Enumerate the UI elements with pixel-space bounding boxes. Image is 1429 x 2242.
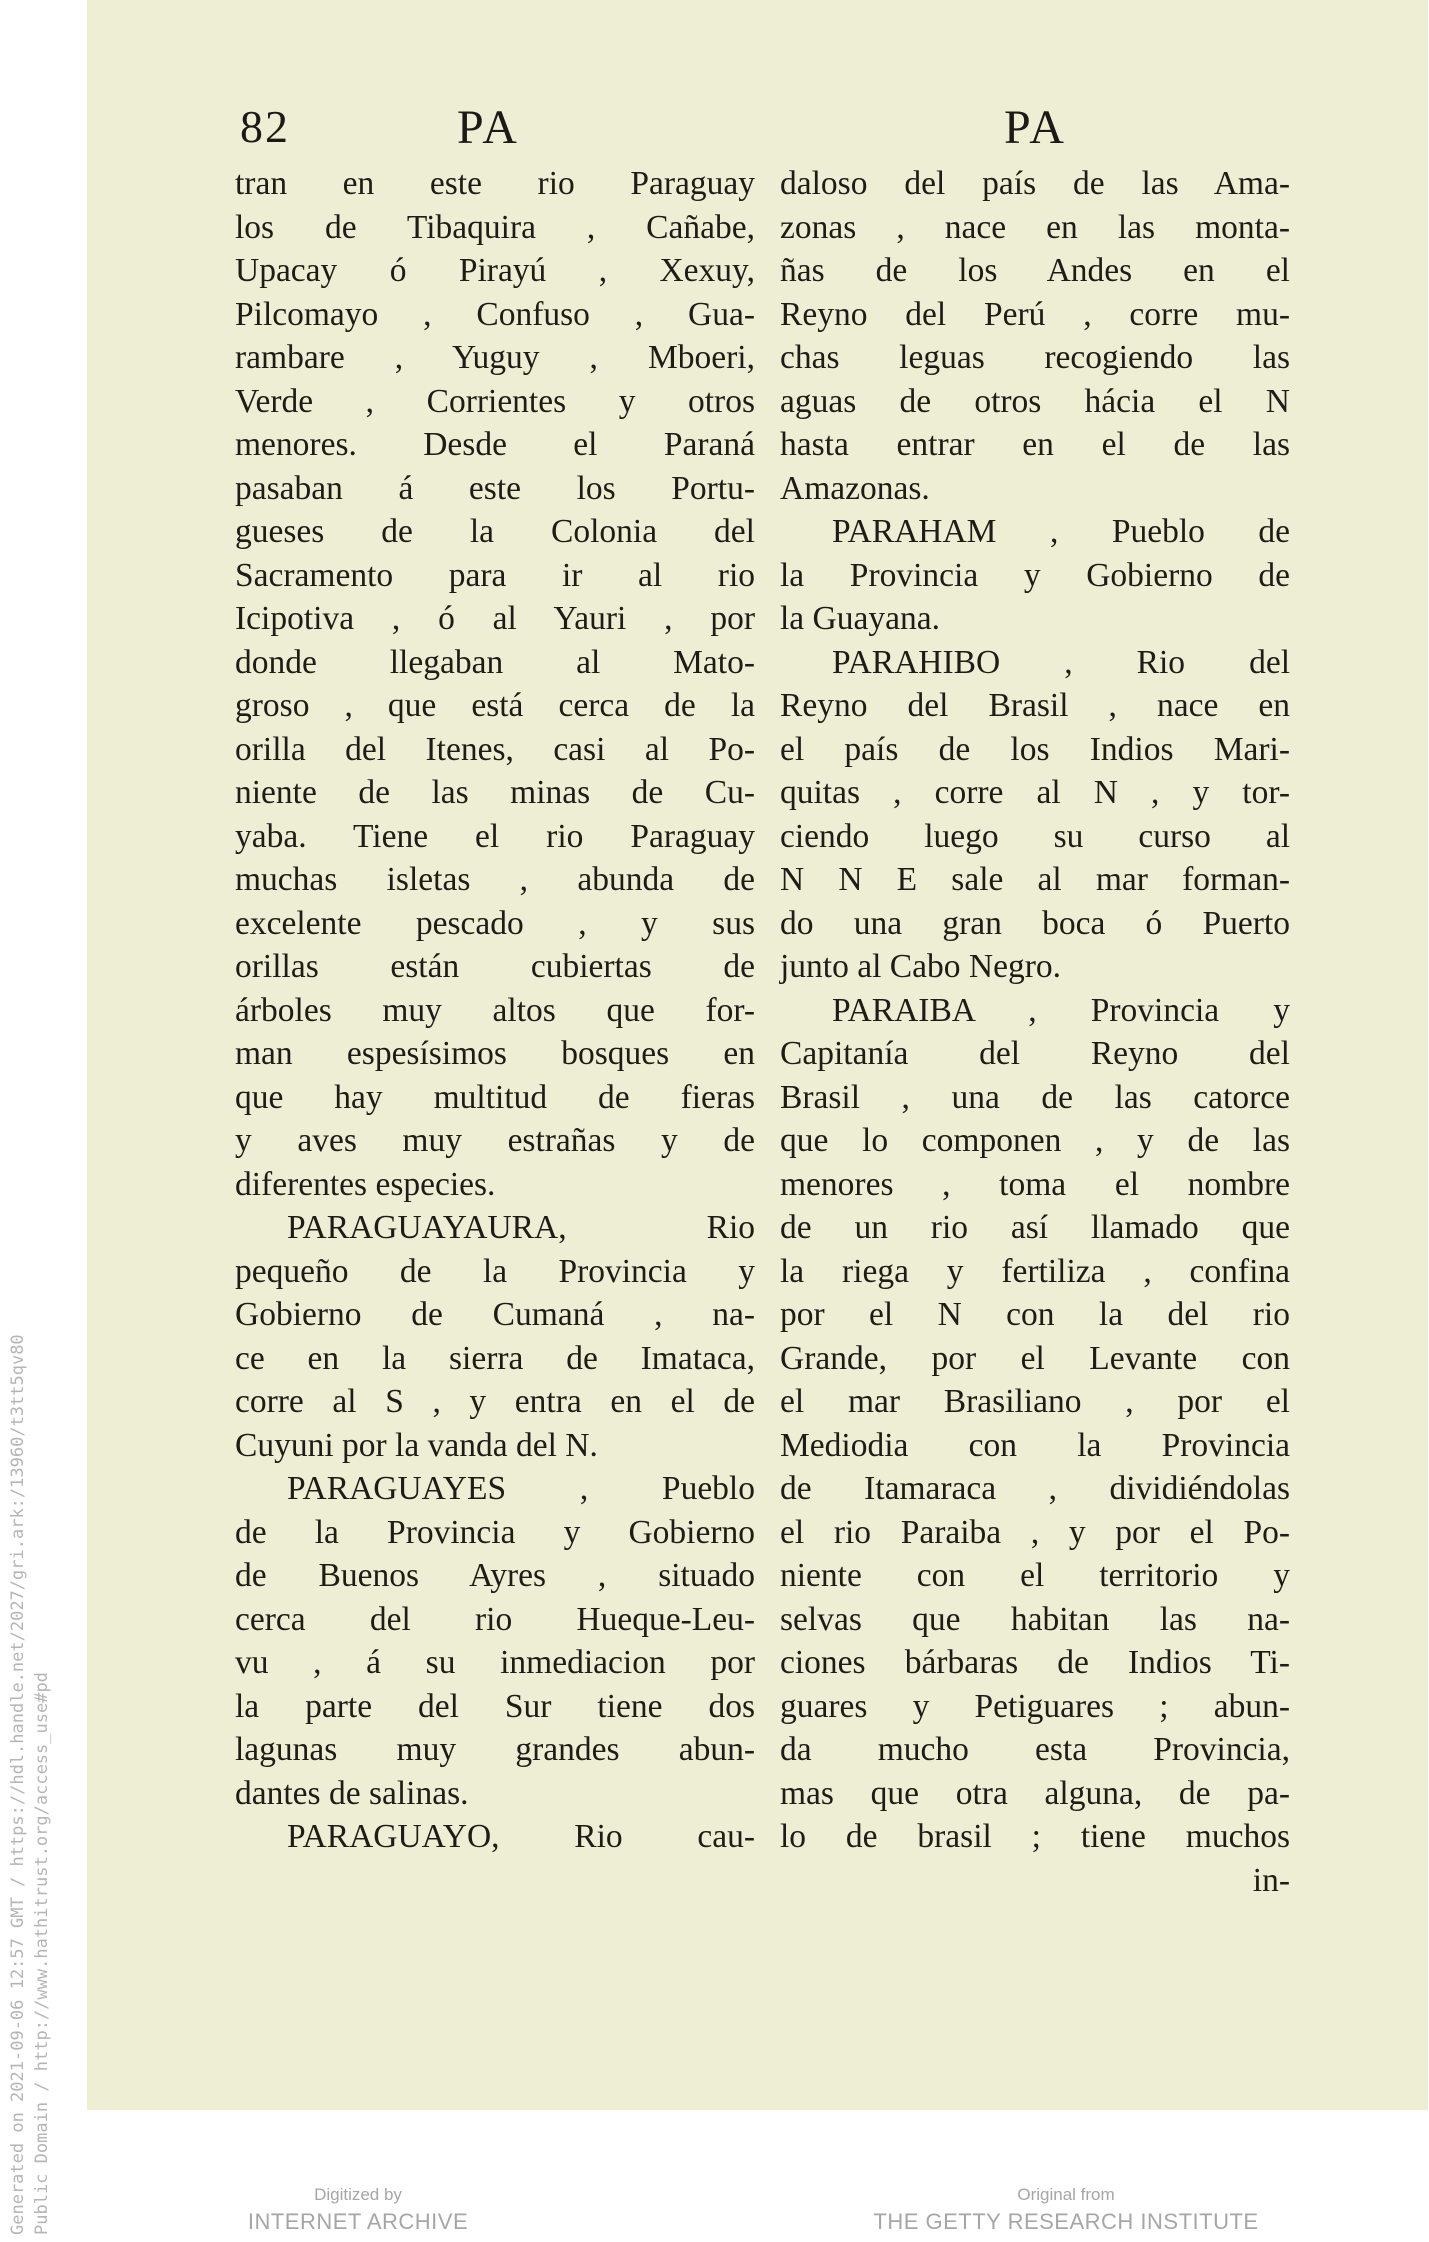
text-line: Amazonas.: [780, 469, 930, 507]
text-line: pasaban á este los Portu-: [235, 469, 755, 507]
footer-original-from: [866, 2185, 1266, 2235]
text-line: diferentes especies.: [235, 1165, 496, 1203]
text-line: orilla del Itenes, casi al Po-: [235, 730, 755, 768]
text-line: la parte del Sur tiene dos: [235, 1687, 755, 1725]
text-line: selvas que habitan las na-: [780, 1600, 1290, 1638]
text-line: ciendo luego su curso al: [780, 817, 1290, 855]
text-line: de la Provincia y Gobierno: [235, 1513, 755, 1551]
text-line: groso , que está cerca de la: [235, 687, 755, 724]
text-line: excelente pescado , y sus: [235, 904, 755, 942]
gutter-watermark: [0, 1095, 52, 2235]
text-line: PARAGUAYAURA, Rio: [287, 1209, 755, 1246]
text-line: aguas de otros hácia el N: [780, 382, 1290, 420]
text-line: vu , á su inmediacion por: [235, 1644, 755, 1681]
text-line: PARAGUAYO, Rio cau-: [287, 1818, 755, 1855]
running-head-right: PA: [1004, 101, 1067, 154]
text-line: Gobierno de Cumaná , na-: [235, 1296, 755, 1333]
text-line: Grande, por el Levante con: [780, 1339, 1290, 1377]
text-line: corre al S , y entra en el de: [235, 1383, 755, 1420]
text-line: yaba. Tiene el rio Paraguay: [235, 817, 755, 855]
text-line: Upacay ó Pirayú , Xexuy,: [235, 252, 755, 289]
text-line: quitas , corre al N , y tor-: [780, 774, 1290, 811]
text-line: N N E sale al mar forman-: [780, 861, 1290, 898]
gutter-line-public-domain: Public Domain / http://www.hathitrust.org/access_use#pd: [32, 1672, 52, 2235]
text-line: junto al Cabo Negro.: [780, 948, 1061, 985]
catchword: in-: [1252, 1861, 1290, 1899]
text-line: Reyno del Perú , corre mu-: [780, 295, 1290, 333]
text-line: cerca del rio Hueque-Leu-: [235, 1600, 755, 1638]
text-line: PARAIBA , Provincia y: [832, 991, 1290, 1029]
text-line: la riega y fertiliza , confina: [780, 1252, 1290, 1290]
text-line: muchas isletas , abunda de: [235, 861, 755, 898]
text-line: guares y Petiguares ; abun-: [780, 1687, 1290, 1725]
text-line: da mucho esta Provincia,: [780, 1731, 1290, 1768]
footer-digitized-by: [228, 2185, 488, 2235]
text-line: chas leguas recogiendo las: [780, 339, 1290, 376]
text-line: la Provincia y Gobierno de: [780, 556, 1290, 594]
text-line: por el N con la del rio: [780, 1296, 1290, 1333]
text-line: de Buenos Ayres , situado: [235, 1557, 755, 1594]
text-line: dantes de salinas.: [235, 1774, 469, 1812]
text-line: Cuyuni por la vanda del N.: [235, 1426, 598, 1464]
text-line: Verde , Corrientes y otros: [235, 382, 755, 420]
text-line: Icipotiva , ó al Yauri , por: [235, 600, 755, 637]
text-line: que lo componen , y de las: [780, 1122, 1290, 1159]
gutter-line-generated: Generated on 2021-09-06 12:57 GMT / https://hdl.handle.net/2027/gri.ark:/13960/t3tt5qv80: [8, 1334, 28, 2235]
text-line: rambare , Yuguy , Mboeri,: [235, 339, 755, 376]
text-line: do una gran boca ó Puerto: [780, 904, 1290, 942]
text-line: PARAHIBO , Rio del: [832, 643, 1290, 681]
left-text-column: [235, 162, 755, 1859]
text-line: niente con el territorio y: [780, 1557, 1290, 1594]
text-line: niente de las minas de Cu-: [235, 774, 755, 811]
text-line: Pilcomayo , Confuso , Gua-: [235, 295, 755, 333]
text-line: PARAHAM , Pueblo de: [832, 513, 1290, 550]
text-line: la Guayana.: [780, 600, 940, 637]
text-line: el país de los Indios Mari-: [780, 730, 1290, 768]
right-text-column: [780, 162, 1290, 1902]
page-number: 82: [240, 101, 290, 152]
footer-original-label: Original from: [1017, 2185, 1115, 2204]
footer-digitized-label: Digitized by: [314, 2185, 402, 2204]
text-line: mas que otra alguna, de pa-: [780, 1774, 1290, 1812]
text-line: gueses de la Colonia del: [235, 513, 755, 550]
text-line: zonas , nace en las monta-: [780, 208, 1290, 246]
text-line: que hay multitud de fieras: [235, 1078, 755, 1116]
text-line: el rio Paraiba , y por el Po-: [780, 1513, 1290, 1551]
text-line: tran en este rio Paraguay: [235, 165, 755, 202]
text-line: orillas están cubiertas de: [235, 948, 755, 985]
text-line: Mediodia con la Provincia: [780, 1426, 1290, 1464]
text-line: donde llegaban al Mato-: [235, 643, 755, 681]
text-line: Capitanía del Reyno del: [780, 1035, 1290, 1072]
text-line: lo de brasil ; tiene muchos: [780, 1818, 1290, 1855]
text-line: hasta entrar en el de las: [780, 426, 1290, 463]
text-line: y aves muy estrañas y de: [235, 1122, 755, 1159]
text-line: man espesísimos bosques en: [235, 1035, 755, 1072]
text-line: el mar Brasiliano , por el: [780, 1383, 1290, 1420]
text-line: menores , toma el nombre: [780, 1165, 1290, 1203]
text-line: de un rio así llamado que: [780, 1209, 1290, 1246]
text-line: Sacramento para ir al rio: [235, 556, 755, 594]
text-line: ce en la sierra de Imataca,: [235, 1339, 755, 1377]
running-head-left: PA: [457, 101, 520, 154]
text-line: árboles muy altos que for-: [235, 991, 755, 1029]
text-line: pequeño de la Provincia y: [235, 1252, 755, 1290]
footer-internet-archive: INTERNET ARCHIVE: [247, 2209, 469, 2234]
text-line: los de Tibaquira , Cañabe,: [235, 208, 755, 246]
text-line: Reyno del Brasil , nace en: [780, 687, 1290, 724]
text-line: PARAGUAYES , Pueblo: [287, 1470, 755, 1507]
text-line: menores. Desde el Paraná: [235, 426, 755, 463]
text-line: ciones bárbaras de Indios Ti-: [780, 1644, 1290, 1681]
text-line: Brasil , una de las catorce: [780, 1078, 1290, 1116]
text-line: de Itamaraca , dividiéndolas: [780, 1470, 1290, 1507]
text-line: lagunas muy grandes abun-: [235, 1731, 755, 1768]
scanned-page: [87, 0, 1428, 2110]
text-line: daloso del país de las Ama-: [780, 165, 1290, 202]
text-line: ñas de los Andes en el: [780, 252, 1290, 289]
page-header: [87, 100, 1428, 160]
footer-getty: THE GETTY RESEARCH INSTITUTE: [873, 2209, 1259, 2234]
